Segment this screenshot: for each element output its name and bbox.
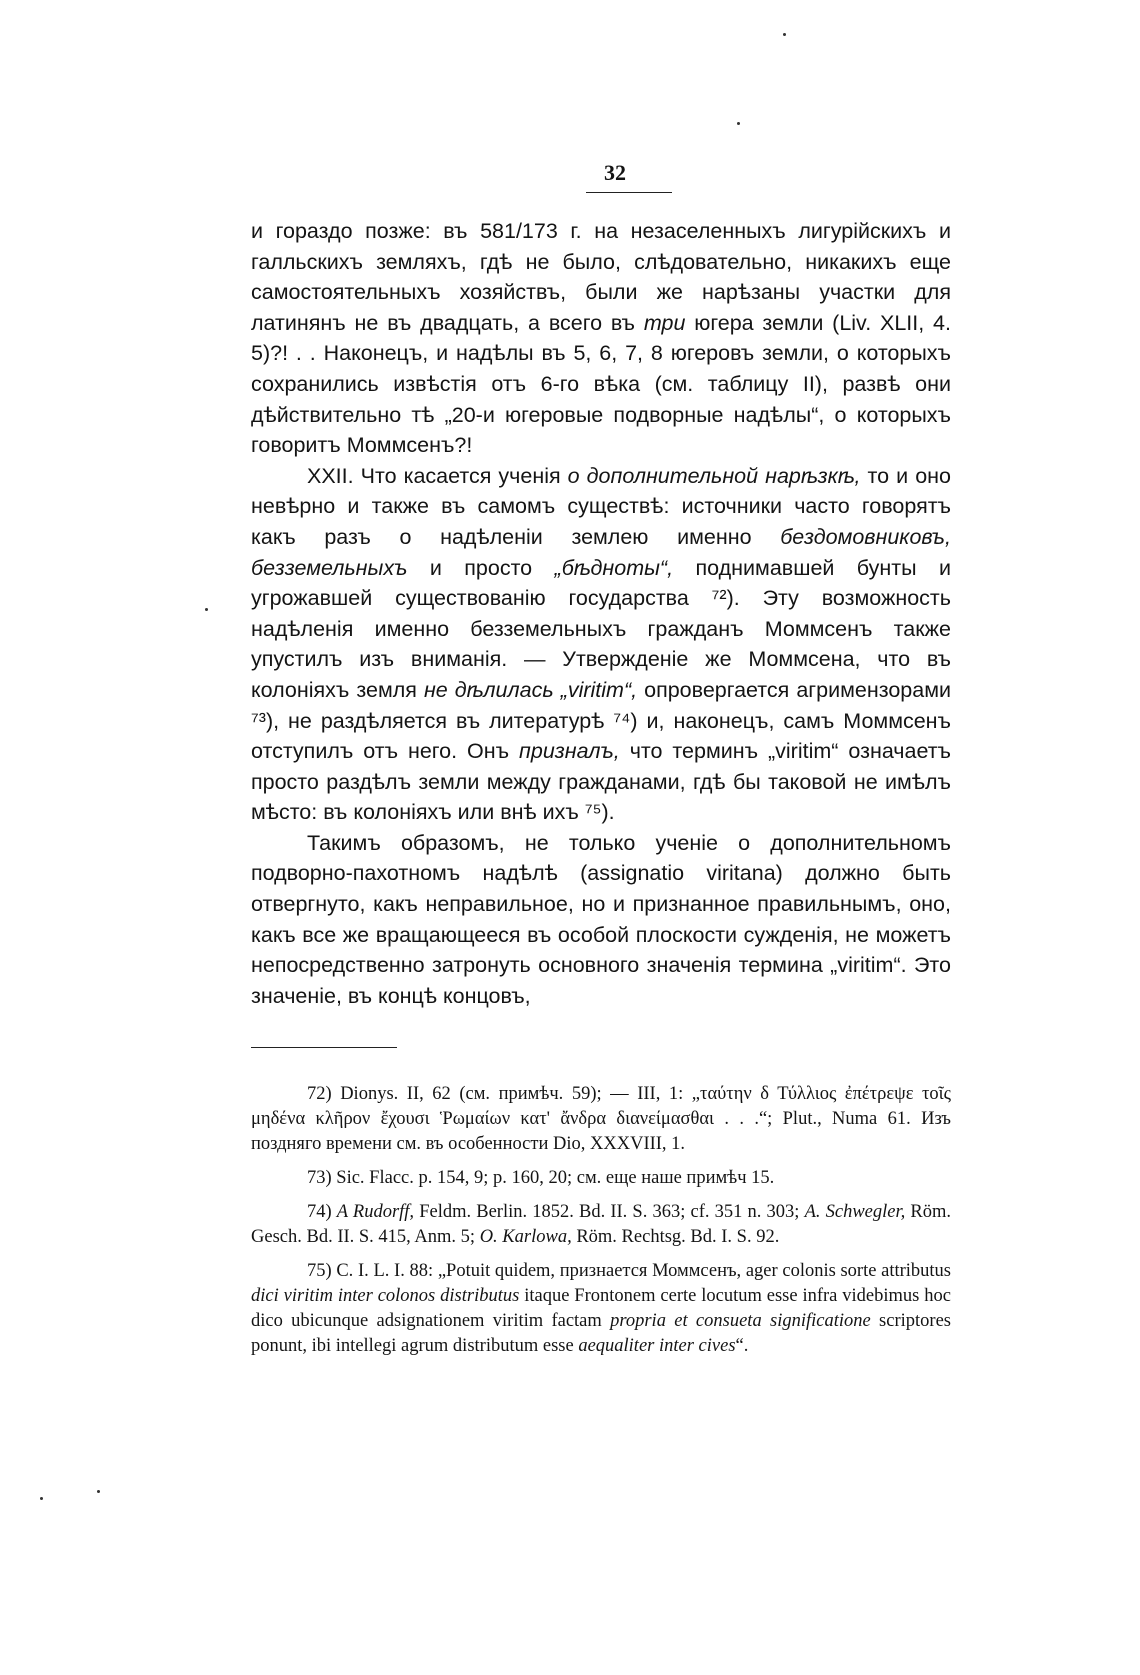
page-number-rule — [586, 192, 672, 193]
paragraph-3 — [251, 828, 951, 1012]
scan-speck — [97, 1490, 100, 1493]
footnote-separator — [251, 1047, 397, 1048]
italic-text: призналъ, — [519, 739, 620, 764]
text-segment: и просто — [407, 555, 555, 580]
scan-speck — [205, 608, 208, 611]
text-segment: Röm. Rechtsg. Bd. I. S. 92. — [571, 1227, 780, 1247]
text-segment: “. — [735, 1336, 749, 1356]
text-segment: что терминъ „viritim“ означаетъ просто раздѣлъ земли между гражданами, гдѣ бы таковой не имѣлъ мѣсто: въ колоніяхъ или внѣ ихъ ⁷⁵). — [251, 739, 951, 825]
text-segment: 75) C. I. L. I. 88: „Potuit quidem, признается Моммсенъ, ager colonis sorte attributus — [307, 1261, 951, 1281]
text-segment: Röm. Gesch. Bd. II. S. 415, Anm. 5; — [251, 1202, 952, 1247]
text-segment: 72) Dionys. II, 62 (см. примѣч. 59); — III, 1: „ταύτην δ Τύλλιος ἐπέτρεψε τοῖς μηδένα κλῆρον ἔχουσι Ῥωμαίων κατ' ἄνδρα διανείμασθαι . . .“; Plut., Numa 61. Изъ поздняго времени см. въ особенности Dio, XXXVIII, 1. — [251, 1084, 951, 1154]
text-segment: поднимавшей бунты и угрожавшей существованію государства ⁷²). Эту возможность надѣленія именно безземельныхъ гражданъ Моммсенъ также упустилъ изъ вниманія. — Утвержденіе же Моммсена, что въ колоніяхъ земля — [251, 555, 951, 702]
text-segment: опровергается агримензорами ⁷³), не раздѣляется въ литературѣ ⁷⁴) и, наконецъ, самъ Моммсенъ отступилъ отъ него. Онъ — [251, 677, 951, 764]
footnote-72 — [251, 1082, 951, 1157]
text-segment: itaque Frontonem certe locutum esse infra videbimus hoc dico ubicunque adsignationem viritim factam — [251, 1286, 951, 1331]
italic-text: о дополнительной нарѣзкѣ, — [567, 463, 861, 488]
footnote-73 — [251, 1166, 951, 1191]
italic-text: dici viritim inter colonos distributus — [251, 1286, 520, 1306]
italic-text: O. Karlowa, — [479, 1227, 572, 1247]
scan-speck — [40, 1497, 43, 1500]
text-segment: XXII. Что касается ученія — [307, 463, 568, 488]
italic-text: A Rudorff, — [336, 1202, 415, 1222]
italic-text: три — [643, 310, 686, 335]
text-segment: scriptores ponunt, ibi intellegi agrum distributum esse — [251, 1311, 951, 1356]
scan-speck — [737, 122, 740, 125]
italic-text: propria et consueta significatione — [610, 1311, 871, 1331]
footnote-75 — [251, 1259, 951, 1359]
scan-speck — [783, 33, 786, 36]
text-segment: Feldm. Berlin. 1852. Bd. II. S. 363; cf. 351 n. 303; — [414, 1202, 805, 1222]
text-segment: югера земли (Liv. XLII, 4. 5)?! . . Наконецъ, и надѣлы въ 5, 6, 7, 8 югеровъ земли, о которыхъ сохранились извѣстія отъ 6-го вѣка (см. таблицу II), развѣ они дѣйствительно тѣ „20-и югеровые подворные надѣлы“, о которыхъ говоритъ Моммсенъ?! — [251, 310, 951, 458]
italic-text: бездомовниковъ, безземельныхъ — [251, 524, 951, 580]
paragraph-1 — [251, 216, 951, 461]
footnotes — [251, 1082, 951, 1368]
main-text — [251, 216, 951, 1011]
italic-text: не дѣлилась „viritim“, — [423, 677, 638, 702]
paragraph-2 — [251, 461, 951, 828]
text-segment: 74) — [307, 1202, 337, 1222]
page-number: 32 — [604, 160, 626, 185]
italic-text: „бѣдноты“, — [554, 555, 674, 580]
italic-text: A. Schwegler, — [804, 1202, 906, 1222]
text-segment: Такимъ образомъ, не только ученіе о дополнительномъ подворно-пахотномъ надѣлѣ (assignatio viritana) должно быть отвергнуто, какъ неправильное, но и признанное правильнымъ, оно, какъ все же вращающееся въ особой плоскости сужденія, не можетъ непосредственно затронуть основного значенія термина „viritim“. Это значеніе, въ концѣ концовъ, — [251, 830, 951, 1008]
footnote-74 — [251, 1200, 951, 1250]
text-segment: и гораздо позже: въ 581/173 г. на незаселенныхъ лигурійскихъ и галльскихъ земляхъ, гдѣ не было, слѣдовательно, никакихъ еще самостоятельныхъ хозяйствъ, были же нарѣзаны участки для латинянъ не въ двадцать, а всего въ — [251, 219, 951, 335]
text-segment: 73) Sic. Flacc. p. 154, 9; p. 160, 20; см. еще наше примѣч 15. — [307, 1168, 775, 1188]
text-segment: то и оно невѣрно и также въ самомъ существѣ: источники часто говорятъ какъ разъ о надѣленіи землею именно — [251, 463, 951, 549]
italic-text: aequaliter inter cives — [578, 1336, 736, 1356]
